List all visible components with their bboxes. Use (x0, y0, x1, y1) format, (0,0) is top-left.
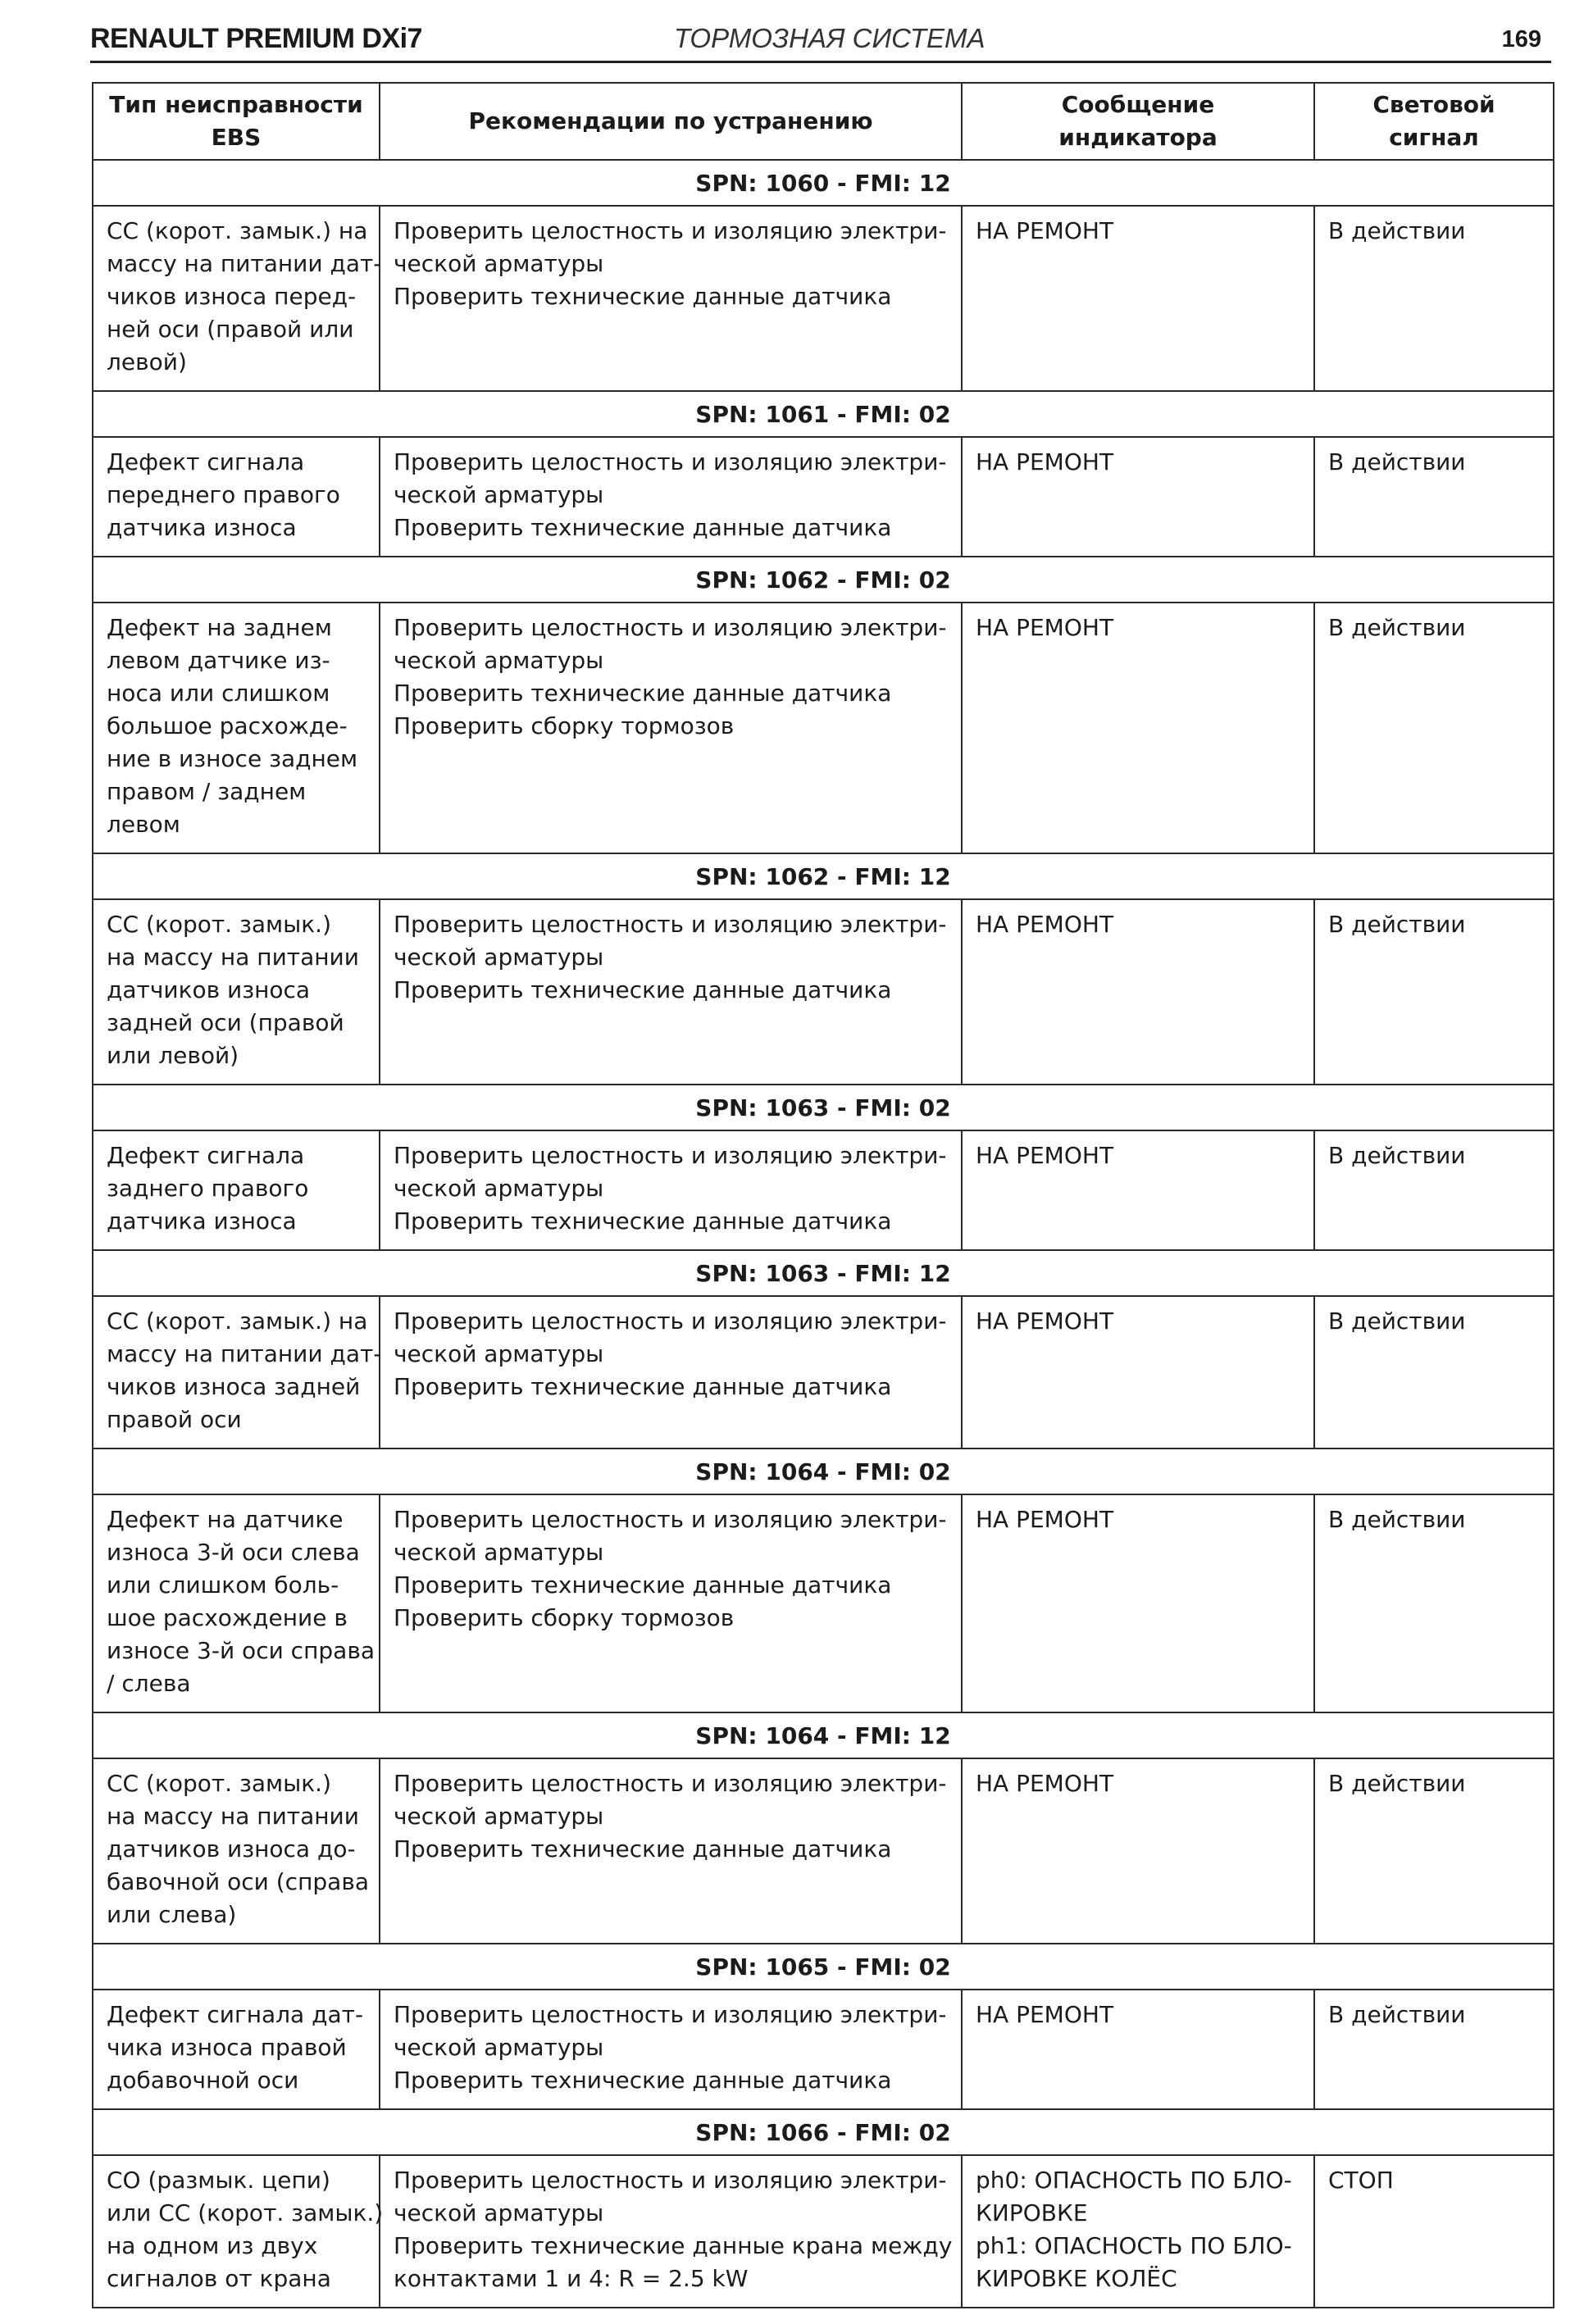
spn-fmi-code: SPN: 1064 - FMI: 02 (93, 1449, 1554, 1494)
light-signal-cell (1314, 1130, 1554, 1250)
cell-line: Проверить технические данные датчика (394, 1373, 892, 1400)
cell-line: В действии (1328, 217, 1466, 244)
cell-line: Проверить сборку тормозов (394, 712, 735, 739)
cell-line: В действии (1328, 448, 1466, 475)
spn-fmi-code: SPN: 1062 - FMI: 02 (93, 557, 1554, 603)
recommendation-cell (380, 1494, 962, 1712)
cell-line: ческой арматуры (394, 944, 604, 971)
cell-line: В действии (1328, 911, 1466, 938)
recommendation-cell (380, 1990, 962, 2109)
cell-line: ческой арматуры (394, 2199, 604, 2226)
cell-line: ph0: ОПАСНОСТЬ ПО БЛО- (976, 2167, 1292, 2194)
cell-line: СС (корот. замык.) (107, 911, 331, 938)
cell-line: задней оси (правой (107, 1009, 344, 1036)
light-signal-cell (1314, 1296, 1554, 1449)
spn-section-row (93, 2109, 1554, 2155)
table-body (93, 160, 1554, 2308)
cell-line: чика износа правой (107, 2034, 347, 2061)
indicator-message-cell (962, 437, 1314, 557)
page-number: 169 (1501, 26, 1541, 52)
cell-line: В действии (1328, 1142, 1466, 1169)
cell-line: левом (107, 811, 180, 838)
spn-section-row (93, 853, 1554, 899)
light-signal-cell (1314, 437, 1554, 557)
spn-fmi-code: SPN: 1062 - FMI: 12 (93, 853, 1554, 899)
cell-line: на массу на питании (107, 1803, 359, 1830)
fault-type-cell (93, 899, 380, 1085)
cell-line: ческой арматуры (394, 1803, 604, 1830)
cell-line: правой оси (107, 1406, 242, 1433)
header-recommendations: Рекомендации по устранению (380, 83, 962, 160)
recommendation-cell (380, 1296, 962, 1449)
recommendation-cell (380, 2155, 962, 2308)
fault-type-cell (93, 1494, 380, 1712)
cell-line: шое расхождение в (107, 1604, 348, 1631)
cell-line: чиков износа перед- (107, 283, 357, 310)
cell-line: массу на питании дат- (107, 250, 382, 277)
cell-line: Проверить целостность и изоляцию электри- (394, 448, 947, 475)
cell-line: заднего правого (107, 1175, 309, 1202)
cell-line: на одном из двух (107, 2232, 318, 2259)
cell-line: ней оси (правой или (107, 316, 354, 343)
cell-line: датчиков износа (107, 976, 311, 1003)
spn-section-row (93, 1944, 1554, 1990)
spn-fmi-code: SPN: 1066 - FMI: 02 (93, 2109, 1554, 2155)
cell-line: Проверить целостность и изоляцию электри- (394, 1308, 947, 1335)
indicator-message-cell (962, 603, 1314, 853)
cell-line: датчика износа (107, 514, 297, 541)
header-indicator-message: Сообщение индикатора (962, 83, 1314, 160)
recommendation-cell (380, 899, 962, 1085)
cell-line: ние в износе заднем (107, 745, 358, 772)
light-signal-cell (1314, 1990, 1554, 2109)
table-row (93, 1990, 1554, 2109)
cell-line: Дефект сигнала (107, 448, 305, 475)
spn-section-row (93, 1250, 1554, 1296)
cell-line: Проверить целостность и изоляцию электри- (394, 1506, 947, 1533)
spn-section-row (93, 1449, 1554, 1494)
cell-line: НА РЕМОНТ (976, 911, 1114, 938)
cell-line: НА РЕМОНТ (976, 448, 1114, 475)
spn-section-row (93, 160, 1554, 206)
table-row (93, 899, 1554, 1085)
book-title: RENAULT PREMIUM DXi7 (90, 23, 422, 54)
light-signal-cell (1314, 1758, 1554, 1944)
indicator-message-cell (962, 1494, 1314, 1712)
cell-line: сигналов от крана (107, 2265, 331, 2292)
cell-line: СС (корот. замык.) на (107, 217, 368, 244)
cell-line: или слишком боль- (107, 1571, 339, 1599)
cell-line: КИРОВКЕ КОЛЁС (976, 2265, 1177, 2292)
cell-line: Дефект сигнала дат- (107, 2001, 364, 2028)
light-signal-cell (1314, 1494, 1554, 1712)
cell-line: Проверить целостность и изоляцию электри- (394, 2001, 947, 2028)
fault-type-cell (93, 1990, 380, 2109)
cell-line: ческой арматуры (394, 1539, 604, 1566)
spn-section-row (93, 1085, 1554, 1130)
spn-fmi-code: SPN: 1063 - FMI: 12 (93, 1250, 1554, 1296)
header-fault-type: Тип неисправности EBS (93, 83, 380, 160)
table-row (93, 2155, 1554, 2308)
cell-line: В действии (1328, 614, 1466, 641)
cell-line: Проверить целостность и изоляцию электри- (394, 217, 947, 244)
cell-line: СТОП (1328, 2167, 1394, 2194)
cell-line: добавочной оси (107, 2067, 299, 2094)
light-signal-cell (1314, 2155, 1554, 2308)
cell-line: износа 3-й оси слева (107, 1539, 360, 1566)
header-light-signal: Световой сигнал (1314, 83, 1554, 160)
cell-line: бавочной оси (справа (107, 1868, 369, 1895)
spn-fmi-code: SPN: 1065 - FMI: 02 (93, 1944, 1554, 1990)
spn-section-row (93, 1712, 1554, 1758)
recommendation-cell (380, 1758, 962, 1944)
cell-line: чиков износа задней (107, 1373, 361, 1400)
cell-line: Дефект на датчике (107, 1506, 344, 1533)
cell-line: датчиков износа до- (107, 1835, 356, 1862)
cell-line: или слева) (107, 1901, 237, 1928)
table-row (93, 1758, 1554, 1944)
cell-line: ческой арматуры (394, 647, 604, 674)
table-row (93, 206, 1554, 391)
indicator-message-cell (962, 2155, 1314, 2308)
cell-line: большое расхожде- (107, 712, 348, 739)
cell-line: носа или слишком (107, 680, 330, 707)
spn-fmi-code: SPN: 1064 - FMI: 12 (93, 1712, 1554, 1758)
table-header-row (93, 83, 1554, 160)
indicator-message-cell (962, 1296, 1314, 1449)
cell-line: НА РЕМОНТ (976, 1142, 1114, 1169)
light-signal-cell (1314, 603, 1554, 853)
cell-line: Проверить технические данные датчика (394, 1207, 892, 1235)
cell-line: Проверить технические данные датчика (394, 976, 892, 1003)
spn-fmi-code: SPN: 1063 - FMI: 02 (93, 1085, 1554, 1130)
indicator-message-cell (962, 1130, 1314, 1250)
table-row (93, 1494, 1554, 1712)
cell-line: массу на питании дат- (107, 1340, 382, 1367)
table-row (93, 1130, 1554, 1250)
cell-line: НА РЕМОНТ (976, 217, 1114, 244)
cell-line: Дефект на заднем (107, 614, 332, 641)
cell-line: СО (размык. цепи) (107, 2167, 330, 2194)
cell-line: Проверить технические данные датчика (394, 1571, 892, 1599)
cell-line: контактами 1 и 4: R = 2.5 kW (394, 2265, 749, 2292)
cell-line: Проверить сборку тормозов (394, 1604, 735, 1631)
cell-line: В действии (1328, 1308, 1466, 1335)
cell-line: НА РЕМОНТ (976, 614, 1114, 641)
cell-line: Проверить целостность и изоляцию электри- (394, 1770, 947, 1797)
recommendation-cell (380, 206, 962, 391)
cell-line: В действии (1328, 1506, 1466, 1533)
cell-line: ph1: ОПАСНОСТЬ ПО БЛО- (976, 2232, 1292, 2259)
cell-line: или левой) (107, 1042, 239, 1069)
fault-type-cell (93, 1296, 380, 1449)
fault-type-cell (93, 437, 380, 557)
spn-section-row (93, 557, 1554, 603)
cell-line: Дефект сигнала (107, 1142, 305, 1169)
fault-type-cell (93, 603, 380, 853)
cell-line: Проверить технические данные датчика (394, 1835, 892, 1862)
cell-line: Проверить целостность и изоляцию электри- (394, 614, 947, 641)
table-row (93, 437, 1554, 557)
spn-fmi-code: SPN: 1060 - FMI: 12 (93, 160, 1554, 206)
indicator-message-cell (962, 1990, 1314, 2109)
recommendation-cell (380, 1130, 962, 1250)
cell-line: НА РЕМОНТ (976, 1770, 1114, 1797)
light-signal-cell (1314, 899, 1554, 1085)
cell-line: СС (корот. замык.) (107, 1770, 331, 1797)
spn-fmi-code: SPN: 1061 - FMI: 02 (93, 391, 1554, 437)
indicator-message-cell (962, 206, 1314, 391)
indicator-message-cell (962, 1758, 1314, 1944)
chapter-title: ТОРМОЗНАЯ СИСТЕМА (674, 23, 985, 53)
cell-line: Проверить целостность и изоляцию электри- (394, 1142, 947, 1169)
cell-line: В действии (1328, 1770, 1466, 1797)
spn-section-row (93, 391, 1554, 437)
cell-line: на массу на питании (107, 944, 359, 971)
cell-line: датчика износа (107, 1207, 297, 1235)
light-signal-cell (1314, 206, 1554, 391)
fault-type-cell (93, 2155, 384, 2308)
fault-type-cell (93, 1130, 380, 1250)
cell-line: ческой арматуры (394, 1175, 604, 1202)
cell-line: ческой арматуры (394, 1340, 604, 1367)
cell-line: КИРОВКЕ (976, 2199, 1088, 2226)
fault-type-cell (93, 206, 380, 391)
cell-line: НА РЕМОНТ (976, 1506, 1114, 1533)
fault-type-cell (93, 1758, 380, 1944)
cell-line: / слева (107, 1670, 191, 1697)
table-row (93, 603, 1554, 853)
cell-line: НА РЕМОНТ (976, 2001, 1114, 2028)
cell-line: В действии (1328, 2001, 1466, 2028)
cell-line: ческой арматуры (394, 250, 604, 277)
recommendation-cell (380, 603, 962, 853)
cell-line: Проверить целостность и изоляцию электри- (394, 2167, 947, 2194)
cell-line: ческой арматуры (394, 481, 604, 508)
cell-line: или СС (корот. замык.) (107, 2199, 384, 2226)
cell-line: Проверить технические данные датчика (394, 514, 892, 541)
cell-line: левой) (107, 348, 187, 375)
cell-line: правом / заднем (107, 778, 307, 805)
cell-line: Проверить технические данные датчика (394, 283, 892, 310)
table-row (93, 1296, 1554, 1449)
cell-line: переднего правого (107, 481, 340, 508)
cell-line: Проверить технические данные датчика (394, 680, 892, 707)
cell-line: Проверить целостность и изоляцию электри- (394, 911, 947, 938)
cell-line: Проверить технические данные датчика (394, 2067, 892, 2094)
cell-line: НА РЕМОНТ (976, 1308, 1114, 1335)
cell-line: Проверить технические данные крана между (394, 2232, 953, 2259)
cell-line: левом датчике из- (107, 647, 330, 674)
cell-line: ческой арматуры (394, 2034, 604, 2061)
page-header (90, 23, 1551, 63)
cell-line: износе 3-й оси справа (107, 1637, 375, 1664)
indicator-message-cell (962, 899, 1314, 1085)
recommendation-cell (380, 437, 962, 557)
fault-table (92, 82, 1554, 2308)
cell-line: СС (корот. замык.) на (107, 1308, 368, 1335)
